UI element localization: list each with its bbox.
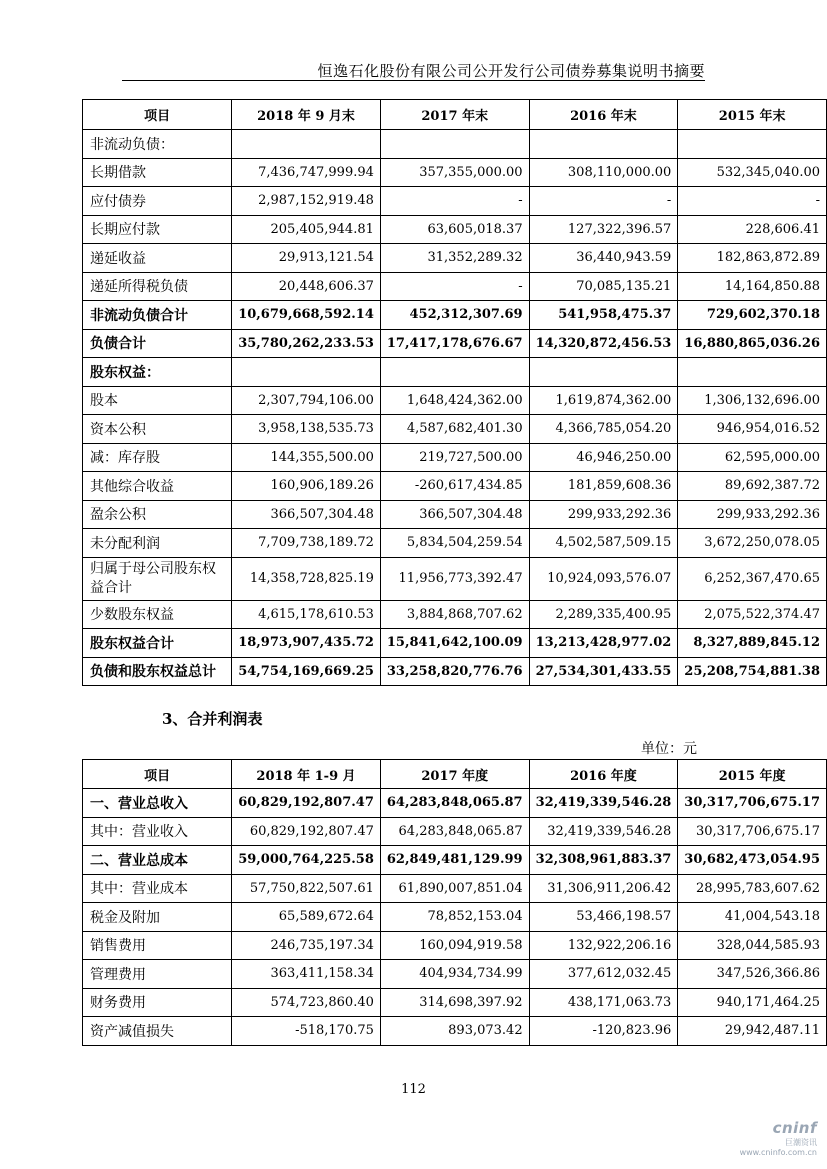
cell-value: 574,723,860.40 bbox=[232, 988, 381, 1017]
table-row bbox=[83, 1017, 827, 1046]
cell-value: 3,958,138,535.73 bbox=[232, 415, 381, 444]
cell-value: 299,933,292.36 bbox=[529, 500, 678, 529]
row-label: 长期借款 bbox=[83, 158, 232, 187]
cell-value: 160,094,919.58 bbox=[380, 931, 529, 960]
cell-value: 30,317,706,675.17 bbox=[678, 817, 827, 846]
cell-value: 2,289,335,400.95 bbox=[529, 600, 678, 629]
page-number: 112 bbox=[401, 1082, 426, 1097]
cell-value: 357,355,000.00 bbox=[380, 158, 529, 187]
watermark-url: www.cninfo.com.cn bbox=[739, 1148, 817, 1157]
table-row bbox=[83, 629, 827, 658]
cell-value: 60,829,192,807.47 bbox=[232, 789, 381, 818]
column-header: 2018 年 9 月末 bbox=[232, 100, 381, 130]
table-row bbox=[83, 988, 827, 1017]
cell-value: 6,252,367,470.65 bbox=[678, 557, 827, 600]
cell-value: 314,698,397.92 bbox=[380, 988, 529, 1017]
cell-value: 54,754,169,669.25 bbox=[232, 657, 381, 686]
cell-value: 32,419,339,546.28 bbox=[529, 817, 678, 846]
cell-value: 10,924,093,576.07 bbox=[529, 557, 678, 600]
row-label: 归属于母公司股东权益合计 bbox=[83, 557, 232, 600]
cell-value: 541,958,475.37 bbox=[529, 301, 678, 330]
table-row bbox=[83, 600, 827, 629]
table-row bbox=[83, 386, 827, 415]
cell-value bbox=[529, 130, 678, 159]
income-statement-table bbox=[82, 759, 827, 1046]
table-row bbox=[83, 657, 827, 686]
cell-value: 452,312,307.69 bbox=[380, 301, 529, 330]
cell-value: 30,317,706,675.17 bbox=[678, 789, 827, 818]
cell-value: 132,922,206.16 bbox=[529, 931, 678, 960]
cell-value: 10,679,668,592.14 bbox=[232, 301, 381, 330]
table-row bbox=[83, 500, 827, 529]
cell-value: 16,880,865,036.26 bbox=[678, 329, 827, 358]
cell-value: 70,085,135.21 bbox=[529, 272, 678, 301]
row-label: 股东权益： bbox=[83, 358, 232, 387]
cell-value: 64,283,848,065.87 bbox=[380, 817, 529, 846]
table-header-row bbox=[83, 760, 827, 789]
table-row bbox=[83, 244, 827, 273]
table-row bbox=[83, 557, 827, 600]
cell-value: 940,171,464.25 bbox=[678, 988, 827, 1017]
row-label: 减：库存股 bbox=[83, 443, 232, 472]
cell-value: 63,605,018.37 bbox=[380, 215, 529, 244]
column-header: 2017 年末 bbox=[380, 100, 529, 130]
cell-value: - bbox=[380, 272, 529, 301]
cell-value: 5,834,504,259.54 bbox=[380, 529, 529, 558]
cell-value bbox=[232, 130, 381, 159]
row-label: 其中：营业成本 bbox=[83, 874, 232, 903]
row-label: 二、营业总成本 bbox=[83, 846, 232, 875]
cell-value: 13,213,428,977.02 bbox=[529, 629, 678, 658]
cell-value bbox=[529, 358, 678, 387]
cell-value: 1,619,874,362.00 bbox=[529, 386, 678, 415]
table-row bbox=[83, 472, 827, 501]
row-label: 资产减值损失 bbox=[83, 1017, 232, 1046]
cell-value: 32,308,961,883.37 bbox=[529, 846, 678, 875]
row-label: 负债合计 bbox=[83, 329, 232, 358]
cell-value: 89,692,387.72 bbox=[678, 472, 827, 501]
column-header: 2018 年 1-9 月 bbox=[232, 760, 381, 789]
cell-value: 17,417,178,676.67 bbox=[380, 329, 529, 358]
table-row bbox=[83, 931, 827, 960]
cell-value: 893,073.42 bbox=[380, 1017, 529, 1046]
cell-value: 59,000,764,225.58 bbox=[232, 846, 381, 875]
table-row bbox=[83, 215, 827, 244]
table-row bbox=[83, 874, 827, 903]
cell-value: 29,913,121.54 bbox=[232, 244, 381, 273]
cell-value: 15,841,642,100.09 bbox=[380, 629, 529, 658]
cell-value: 36,440,943.59 bbox=[529, 244, 678, 273]
cell-value: 3,884,868,707.62 bbox=[380, 600, 529, 629]
cell-value: 35,780,262,233.53 bbox=[232, 329, 381, 358]
cell-value: 7,436,747,999.94 bbox=[232, 158, 381, 187]
cell-value: - bbox=[529, 187, 678, 216]
row-label: 少数股东权益 bbox=[83, 600, 232, 629]
cell-value: 228,606.41 bbox=[678, 215, 827, 244]
row-label: 其中：营业收入 bbox=[83, 817, 232, 846]
cell-value: 366,507,304.48 bbox=[380, 500, 529, 529]
cell-value: 377,612,032.45 bbox=[529, 960, 678, 989]
row-label: 税金及附加 bbox=[83, 903, 232, 932]
cell-value: - bbox=[380, 187, 529, 216]
cell-value: 127,322,396.57 bbox=[529, 215, 678, 244]
cell-value: 532,345,040.00 bbox=[678, 158, 827, 187]
row-label: 资本公积 bbox=[83, 415, 232, 444]
cell-value: 2,307,794,106.00 bbox=[232, 386, 381, 415]
column-header: 项目 bbox=[83, 760, 232, 789]
cell-value: 28,995,783,607.62 bbox=[678, 874, 827, 903]
cell-value: 3,672,250,078.05 bbox=[678, 529, 827, 558]
cell-value: 181,859,608.36 bbox=[529, 472, 678, 501]
column-header: 2016 年末 bbox=[529, 100, 678, 130]
cell-value bbox=[380, 358, 529, 387]
column-header: 项目 bbox=[83, 100, 232, 130]
unit-label: 单位：元 bbox=[641, 741, 697, 757]
cell-value: 62,595,000.00 bbox=[678, 443, 827, 472]
cell-value: 14,320,872,456.53 bbox=[529, 329, 678, 358]
row-label: 递延收益 bbox=[83, 244, 232, 273]
cell-value: 205,405,944.81 bbox=[232, 215, 381, 244]
cell-value: 729,602,370.18 bbox=[678, 301, 827, 330]
cell-value: 219,727,500.00 bbox=[380, 443, 529, 472]
row-label: 长期应付款 bbox=[83, 215, 232, 244]
cell-value: 46,946,250.00 bbox=[529, 443, 678, 472]
cell-value: 308,110,000.00 bbox=[529, 158, 678, 187]
cell-value: 299,933,292.36 bbox=[678, 500, 827, 529]
cell-value: 438,171,063.73 bbox=[529, 988, 678, 1017]
cell-value: 160,906,189.26 bbox=[232, 472, 381, 501]
table-row bbox=[83, 817, 827, 846]
cell-value: 2,987,152,919.48 bbox=[232, 187, 381, 216]
balance-sheet-table bbox=[82, 99, 827, 686]
table-row bbox=[83, 272, 827, 301]
cell-value: 4,366,785,054.20 bbox=[529, 415, 678, 444]
table-row bbox=[83, 301, 827, 330]
cell-value: 31,352,289.32 bbox=[380, 244, 529, 273]
table-row bbox=[83, 443, 827, 472]
cell-value: 78,852,153.04 bbox=[380, 903, 529, 932]
row-label: 一、营业总收入 bbox=[83, 789, 232, 818]
cell-value: - bbox=[678, 187, 827, 216]
table-row bbox=[83, 329, 827, 358]
table-row bbox=[83, 358, 827, 387]
row-label: 股东权益合计 bbox=[83, 629, 232, 658]
cell-value: 4,502,587,509.15 bbox=[529, 529, 678, 558]
cell-value: 32,419,339,546.28 bbox=[529, 789, 678, 818]
table-row bbox=[83, 960, 827, 989]
watermark-cn-text: 巨潮资讯 bbox=[785, 1138, 817, 1147]
watermark-logo: cninf bbox=[772, 1119, 817, 1137]
cell-value: 404,934,734.99 bbox=[380, 960, 529, 989]
cninfo-watermark bbox=[737, 1119, 817, 1157]
row-label: 非流动负债： bbox=[83, 130, 232, 159]
row-label: 非流动负债合计 bbox=[83, 301, 232, 330]
cell-value: 33,258,820,776.76 bbox=[380, 657, 529, 686]
row-label: 负债和股东权益总计 bbox=[83, 657, 232, 686]
cell-value: -120,823.96 bbox=[529, 1017, 678, 1046]
cell-value: 347,526,366.86 bbox=[678, 960, 827, 989]
column-header: 2016 年度 bbox=[529, 760, 678, 789]
row-label: 股本 bbox=[83, 386, 232, 415]
row-label: 递延所得税负债 bbox=[83, 272, 232, 301]
cell-value bbox=[232, 358, 381, 387]
column-header: 2015 年末 bbox=[678, 100, 827, 130]
cell-value: 246,735,197.34 bbox=[232, 931, 381, 960]
cell-value: 4,615,178,610.53 bbox=[232, 600, 381, 629]
cell-value: 144,355,500.00 bbox=[232, 443, 381, 472]
table-row bbox=[83, 130, 827, 159]
cell-value: 14,164,850.88 bbox=[678, 272, 827, 301]
header-rule bbox=[122, 80, 705, 81]
cell-value: -260,617,434.85 bbox=[380, 472, 529, 501]
cell-value: 41,004,543.18 bbox=[678, 903, 827, 932]
table-row bbox=[83, 529, 827, 558]
cell-value: 65,589,672.64 bbox=[232, 903, 381, 932]
cell-value: 64,283,848,065.87 bbox=[380, 789, 529, 818]
cell-value: 8,327,889,845.12 bbox=[678, 629, 827, 658]
table-header-row bbox=[83, 100, 827, 130]
cell-value: 57,750,822,507.61 bbox=[232, 874, 381, 903]
row-label: 应付债券 bbox=[83, 187, 232, 216]
cell-value: 20,448,606.37 bbox=[232, 272, 381, 301]
table-row bbox=[83, 158, 827, 187]
table-row bbox=[83, 415, 827, 444]
cell-value: 1,648,424,362.00 bbox=[380, 386, 529, 415]
table-row bbox=[83, 187, 827, 216]
cell-value: 4,587,682,401.30 bbox=[380, 415, 529, 444]
cell-value: 1,306,132,696.00 bbox=[678, 386, 827, 415]
cell-value: 53,466,198.57 bbox=[529, 903, 678, 932]
row-label: 财务费用 bbox=[83, 988, 232, 1017]
cell-value bbox=[678, 130, 827, 159]
row-label: 管理费用 bbox=[83, 960, 232, 989]
cell-value: 25,208,754,881.38 bbox=[678, 657, 827, 686]
cell-value: 182,863,872.89 bbox=[678, 244, 827, 273]
section-heading: 3、合并利润表 bbox=[162, 710, 263, 728]
cell-value: 363,411,158.34 bbox=[232, 960, 381, 989]
cell-value bbox=[380, 130, 529, 159]
cell-value: 62,849,481,129.99 bbox=[380, 846, 529, 875]
table-row bbox=[83, 903, 827, 932]
row-label: 其他综合收益 bbox=[83, 472, 232, 501]
column-header: 2015 年度 bbox=[678, 760, 827, 789]
cell-value: 29,942,487.11 bbox=[678, 1017, 827, 1046]
cell-value: 11,956,773,392.47 bbox=[380, 557, 529, 600]
cell-value: -518,170.75 bbox=[232, 1017, 381, 1046]
cell-value: 2,075,522,374.47 bbox=[678, 600, 827, 629]
row-label: 销售费用 bbox=[83, 931, 232, 960]
cell-value: 30,682,473,054.95 bbox=[678, 846, 827, 875]
cell-value: 946,954,016.52 bbox=[678, 415, 827, 444]
row-label: 未分配利润 bbox=[83, 529, 232, 558]
cell-value: 31,306,911,206.42 bbox=[529, 874, 678, 903]
cell-value: 7,709,738,189.72 bbox=[232, 529, 381, 558]
cell-value: 60,829,192,807.47 bbox=[232, 817, 381, 846]
cell-value bbox=[678, 358, 827, 387]
table-row bbox=[83, 789, 827, 818]
table-row bbox=[83, 846, 827, 875]
column-header: 2017 年度 bbox=[380, 760, 529, 789]
cell-value: 14,358,728,825.19 bbox=[232, 557, 381, 600]
cell-value: 366,507,304.48 bbox=[232, 500, 381, 529]
cell-value: 27,534,301,433.55 bbox=[529, 657, 678, 686]
document-header-title: 恒逸石化股份有限公司公开发行公司债券募集说明书摘要 bbox=[317, 62, 705, 80]
cell-value: 328,044,585.93 bbox=[678, 931, 827, 960]
cell-value: 18,973,907,435.72 bbox=[232, 629, 381, 658]
row-label: 盈余公积 bbox=[83, 500, 232, 529]
cell-value: 61,890,007,851.04 bbox=[380, 874, 529, 903]
